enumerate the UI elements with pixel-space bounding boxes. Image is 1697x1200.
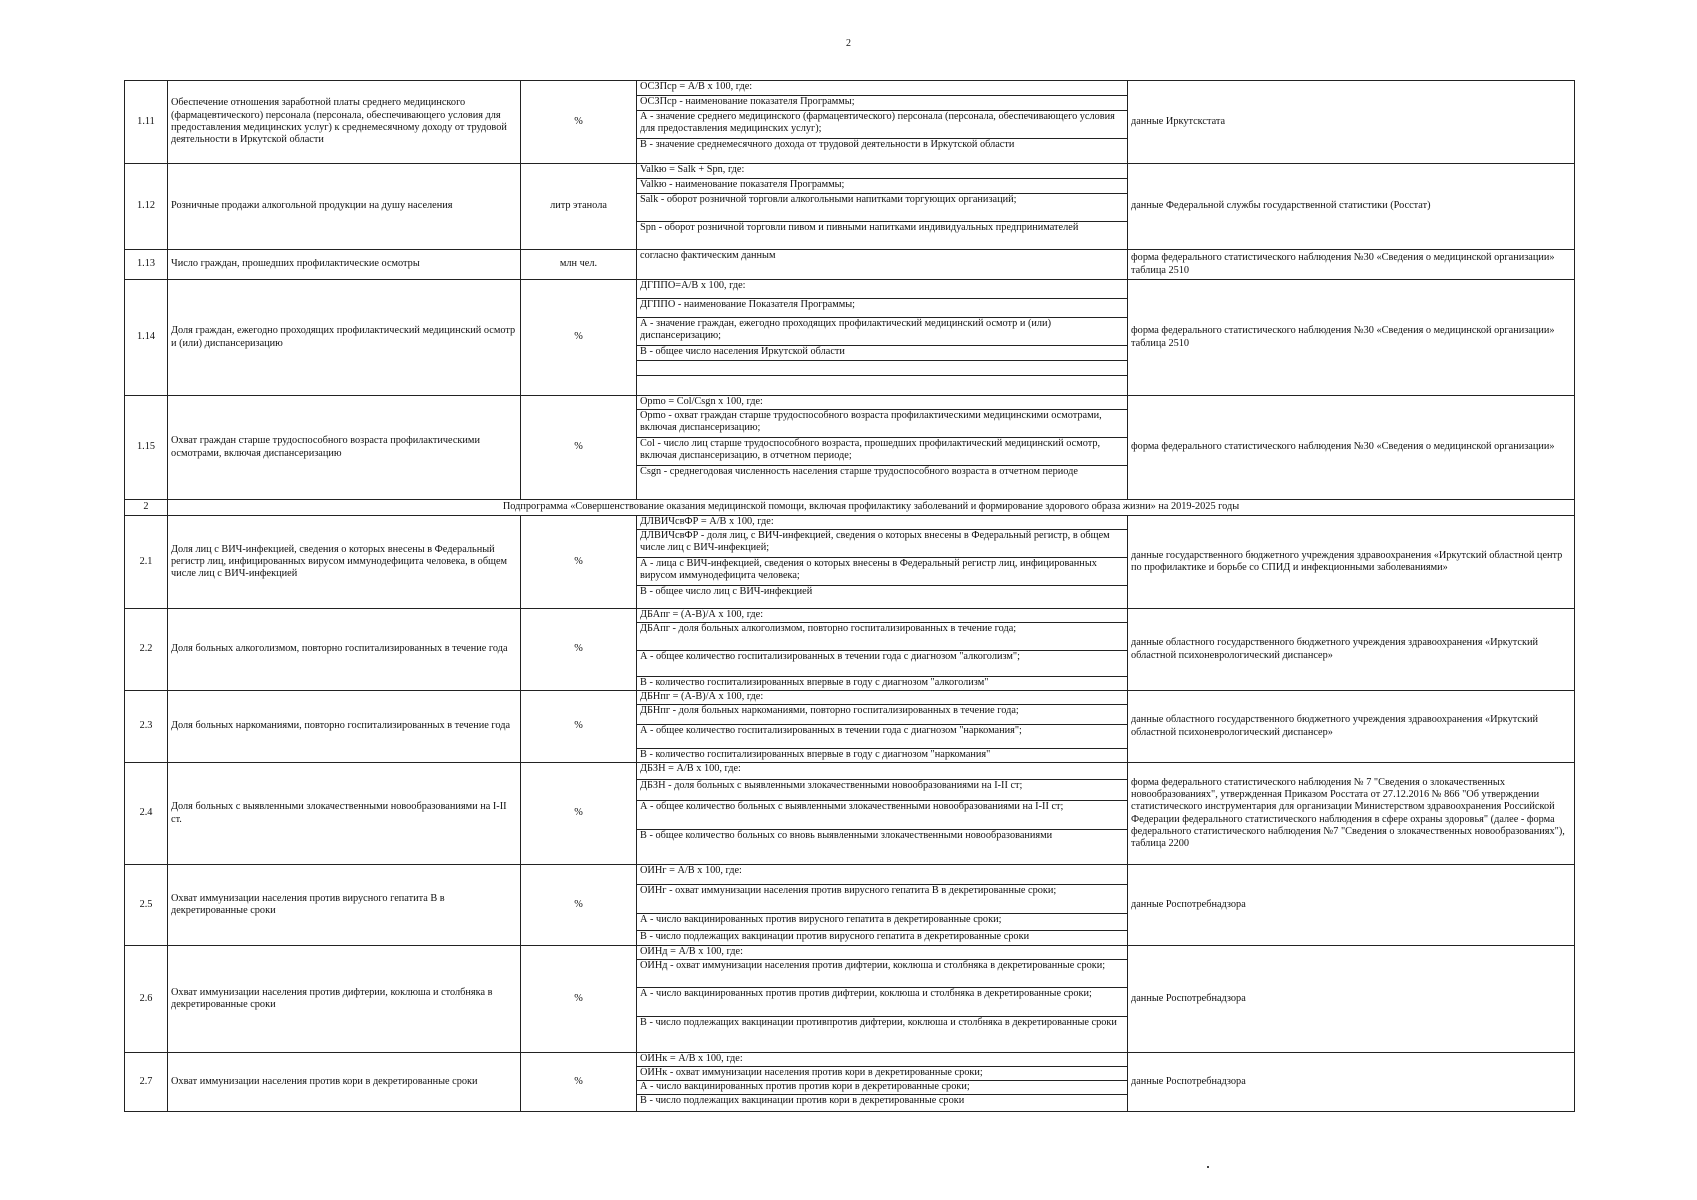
row-number: 1.14: [125, 280, 168, 396]
formula-line: В - число подлежащих вакцинации противпротив дифтерии, коклюша и столбняка в декретированные сроки: [640, 1017, 1117, 1028]
formula-line: ОСЗПср - наименование показателя Программы;: [637, 96, 1127, 111]
indicators-table-body: [125, 81, 1575, 1112]
formula-line: Opmo - охват граждан старше трудоспособного возраста профилактическими медицинскими осмотрами, включая диспансеризацию;: [637, 410, 1127, 438]
formula-line: ОСЗПср = А/В х 100, где:: [637, 81, 1127, 96]
formula-line: ДЛВИЧсвФР - доля лиц, с ВИЧ-инфекцией, сведения о которых внесены в Федеральный регистр, в общем числе лиц с ВИЧ-инфекцией;: [637, 530, 1127, 558]
formula-line: В - значение среднемесячного дохода от трудовой деятельности в Иркутской области: [640, 139, 1015, 150]
unit-of-measure: %: [521, 865, 637, 946]
unit-of-measure: %: [521, 1053, 637, 1112]
indicator-name: Число граждан, прошедших профилактические осмотры: [168, 250, 521, 280]
formula-line: ДБАпг - доля больных алкоголизмом, повторно госпитализированных в течение года;: [637, 623, 1127, 651]
formula-line: В - количество госпитализированных впервые в году с диагнозом "алкоголизм": [640, 677, 989, 688]
formula-cell: [637, 1053, 1128, 1112]
formula-line: А - лица с ВИЧ-инфекцией, сведения о которых внесены в Федеральный регистр лиц, инфицированных вирусом иммунодефицита человека;: [637, 558, 1127, 586]
row-number: 2.1: [125, 516, 168, 609]
row-number: 2.7: [125, 1053, 168, 1112]
indicator-row: [125, 865, 1575, 946]
formula-cell: [637, 763, 1128, 865]
formula-line: ОИНд = А/В х 100, где:: [637, 946, 1127, 960]
subprogram-title: Подпрограмма «Совершенствование оказания медицинской помощи, включая профилактику заболеваний и формирование здорового образа жизни» на 2019-2025 годы: [168, 500, 1575, 516]
indicator-row: [125, 946, 1575, 1053]
formula-line: Col - число лиц старше трудоспособного возраста, прошедших профилактический медицинский осмотр, включая диспансеризацию, в отчетном периоде;: [637, 438, 1127, 466]
subprogram-row: [125, 500, 1575, 516]
formula-line: А - общее количество больных с выявленными злокачественными новообразованиями на I-II ст;: [637, 801, 1127, 830]
data-source: данные Иркутскстата: [1128, 81, 1575, 164]
formula-line: ДБНпг - доля больных наркоманиями, повторно госпитализированных в течение года;: [637, 705, 1127, 725]
row-number: 1.11: [125, 81, 168, 164]
formula-line: ДГППО - наименование Показателя Программы;: [637, 299, 1127, 318]
formula-line: [637, 376, 1127, 395]
row-number: 1.15: [125, 396, 168, 500]
row-number: 1.13: [125, 250, 168, 280]
indicator-row: [125, 691, 1575, 763]
unit-of-measure: млн чел.: [521, 250, 637, 280]
indicator-row: [125, 250, 1575, 280]
unit-of-measure: %: [521, 691, 637, 763]
formula-line: Spn - оборот розничной торговли пивом и пивными напитками индивидуальных предпринимателей: [640, 222, 1079, 233]
formula-line: А - число вакцинированных против против дифтерии, коклюша и столбняка в декретированные сроки;: [637, 988, 1127, 1017]
indicator-row: [125, 1053, 1575, 1112]
row-number: 2.4: [125, 763, 168, 865]
data-source: данные областного государственного бюджетного учреждения здравоохранения «Иркутский областной психоневрологический диспансер»: [1128, 691, 1575, 763]
indicator-name: Охват граждан старше трудоспособного возраста профилактическими осмотрами, включая диспансеризацию: [168, 396, 521, 500]
indicator-name: Обеспечение отношения заработной платы среднего медицинского (фармацевтического) персонала (персонала, обеспечивающего условия для предоставления медицинских услуг) к среднемесячному доходу от трудовой деятельности в Иркутской области: [168, 81, 521, 164]
unit-of-measure: %: [521, 946, 637, 1053]
formula-cell: [637, 81, 1128, 164]
formula-cell: [637, 691, 1128, 763]
formula-line: Salk - оборот розничной торговли алкогольными напитками торгующих организаций;: [637, 194, 1127, 222]
formula-cell: [637, 946, 1128, 1053]
formula-line: [637, 361, 1127, 376]
formula-line: ДГППО=А/В х 100, где:: [637, 280, 1127, 299]
unit-of-measure: %: [521, 763, 637, 865]
indicator-name: Доля граждан, ежегодно проходящих профилактический медицинский осмотр и (или) диспансеризацию: [168, 280, 521, 396]
row-number: 2.3: [125, 691, 168, 763]
formula-line: А - число вакцинированных против вирусного гепатита в декретированные сроки;: [637, 914, 1127, 931]
formula-line: В - количество госпитализированных впервые в году с диагнозом "наркомания": [640, 749, 991, 760]
unit-of-measure: %: [521, 81, 637, 164]
formula-line: ДБЗН - доля больных с выявленными злокачественными новообразованиями на I-II ст;: [637, 780, 1127, 801]
indicator-name: Доля больных алкоголизмом, повторно госпитализированных в течение года: [168, 609, 521, 691]
formula-cell: [637, 609, 1128, 691]
data-source: форма федерального статистического наблюдения №30 «Сведения о медицинской организации» таблица 2510: [1128, 250, 1575, 280]
formula-line: ОИНд - охват иммунизации населения против дифтерии, коклюша и столбняка в декретированные сроки;: [637, 960, 1127, 988]
page-number: 2: [846, 38, 851, 49]
data-source: данные Роспотребнадзора: [1128, 865, 1575, 946]
indicator-row: [125, 164, 1575, 250]
indicator-row: [125, 81, 1575, 164]
data-source: форма федерального статистического наблюдения №30 «Сведения о медицинской организации»: [1128, 396, 1575, 500]
formula-line: В - общее количество больных со вновь выявленными злокачественными новообразованиями: [640, 830, 1053, 841]
data-source: форма федерального статистического наблюдения № 7 "Сведения о злокачественных новообразованиях", утвержденная Приказом Росстата от 27.12.2016 № 866 "Об утверждении статистического инструментария для организации Министерством здравоохранения Российской Федерации федерального статистического наблюдения в сфере охраны здоровья" (далее - форма федерального статистического наблюдения №7 "Сведения о злокачественных новообразованиях"), таблица 2200: [1128, 763, 1575, 865]
data-source: данные Федеральной службы государственной статистики (Росстат): [1128, 164, 1575, 250]
formula-line: А - значение граждан, ежегодно проходящих профилактический медицинский осмотр и (или) диспансеризацию;: [637, 318, 1127, 346]
scan-artifact: [1207, 1166, 1209, 1168]
formula-line: ОИНк = А/В х 100, где:: [637, 1053, 1127, 1067]
formula-line: ДБАпг = (А-В)/А х 100, где:: [637, 609, 1127, 623]
indicator-row: [125, 396, 1575, 500]
formula-line: Csgn - среднегодовая численность населения старше трудоспособного возраста в отчетном периоде: [640, 466, 1078, 477]
formula-cell: [637, 280, 1128, 396]
formula-line: А - число вакцинированных против против кори в декретированные сроки;: [637, 1081, 1127, 1095]
unit-of-measure: %: [521, 280, 637, 396]
formula-line: А - общее количество госпитализированных в течении года с диагнозом "наркомания";: [637, 725, 1127, 749]
row-number: 1.12: [125, 164, 168, 250]
formula-line: ДБНпг = (А-В)/А х 100, где:: [637, 691, 1127, 705]
row-number: 2.6: [125, 946, 168, 1053]
unit-of-measure: %: [521, 516, 637, 609]
indicator-name: Доля лиц с ВИЧ-инфекцией, сведения о которых внесены в Федеральный регистр лиц, инфицированных вирусом иммунодефицита человека, в общем числе лиц с ВИЧ-инфекцией: [168, 516, 521, 609]
formula-line: ДЛВИЧсвФР = А/В х 100, где:: [637, 516, 1127, 530]
formula-cell: [637, 516, 1128, 609]
indicator-row: [125, 763, 1575, 865]
data-source: данные Роспотребнадзора: [1128, 946, 1575, 1053]
data-source: форма федерального статистического наблюдения №30 «Сведения о медицинской организации» таблица 2510: [1128, 280, 1575, 396]
data-source: данные Роспотребнадзора: [1128, 1053, 1575, 1112]
indicators-table: [124, 80, 1575, 1112]
data-source: данные областного государственного бюджетного учреждения здравоохранения «Иркутский областной психоневрологический диспансер»: [1128, 609, 1575, 691]
formula-line: ДБЗН = А/В х 100, где:: [637, 763, 1127, 780]
row-number: 2.5: [125, 865, 168, 946]
formula-line: Valkю = Salk + Spn, где:: [637, 164, 1127, 179]
formula-cell: [637, 164, 1128, 250]
formula-line: ОИНг = А/В х 100, где:: [637, 865, 1127, 885]
data-source: данные государственного бюджетного учреждения здравоохранения «Иркутский областной центр по профилактике и борьбе со СПИД и инфекционными заболеваниями»: [1128, 516, 1575, 609]
indicator-name: Охват иммунизации населения против вирусного гепатита В в декретированные сроки: [168, 865, 521, 946]
formula-line: ОИНг - охват иммунизации населения против вирусного гепатита В в декретированные сроки;: [637, 885, 1127, 914]
formula-line: ОИНк - охват иммунизации населения против кори в декретированные сроки;: [637, 1067, 1127, 1081]
formula-line: В - число подлежащих вакцинации против кори в декретированные сроки: [640, 1095, 965, 1106]
formula-line: согласно фактическим данным: [640, 250, 776, 261]
unit-of-measure: %: [521, 396, 637, 500]
formula-line: В - общее число населения Иркутской области: [637, 346, 1127, 361]
formula-line: В - общее число лиц с ВИЧ-инфекцией: [640, 586, 813, 597]
indicator-name: Охват иммунизации населения против дифтерии, коклюша и столбняка в декретированные сроки: [168, 946, 521, 1053]
indicator-name: Розничные продажи алкогольной продукции на душу населения: [168, 164, 521, 250]
row-number: 2.2: [125, 609, 168, 691]
unit-of-measure: литр этанола: [521, 164, 637, 250]
formula-line: В - число подлежащих вакцинации против вирусного гепатита в декретированные сроки: [640, 931, 1030, 942]
indicator-row: [125, 609, 1575, 691]
unit-of-measure: %: [521, 609, 637, 691]
formula-cell: [637, 250, 1128, 280]
formula-line: Opmo = Col/Csgn x 100, где:: [637, 396, 1127, 410]
indicator-row: [125, 516, 1575, 609]
indicator-name: Доля больных наркоманиями, повторно госпитализированных в течение года: [168, 691, 521, 763]
indicator-name: Доля больных с выявленными злокачественными новообразованиями на I-II ст.: [168, 763, 521, 865]
indicator-row: [125, 280, 1575, 396]
formula-cell: [637, 865, 1128, 946]
formula-line: А - значение среднего медицинского (фармацевтического) персонала (персонала, обеспечивающего условия для предоставления медицинских услуг);: [637, 111, 1127, 139]
row-number: 2: [125, 500, 168, 516]
formula-line: А - общее количество госпитализированных в течении года с диагнозом "алкоголизм";: [637, 651, 1127, 677]
indicator-name: Охват иммунизации населения против кори в декретированные сроки: [168, 1053, 521, 1112]
formula-cell: [637, 396, 1128, 500]
formula-line: Valkю - наименование показателя Программы;: [637, 179, 1127, 194]
